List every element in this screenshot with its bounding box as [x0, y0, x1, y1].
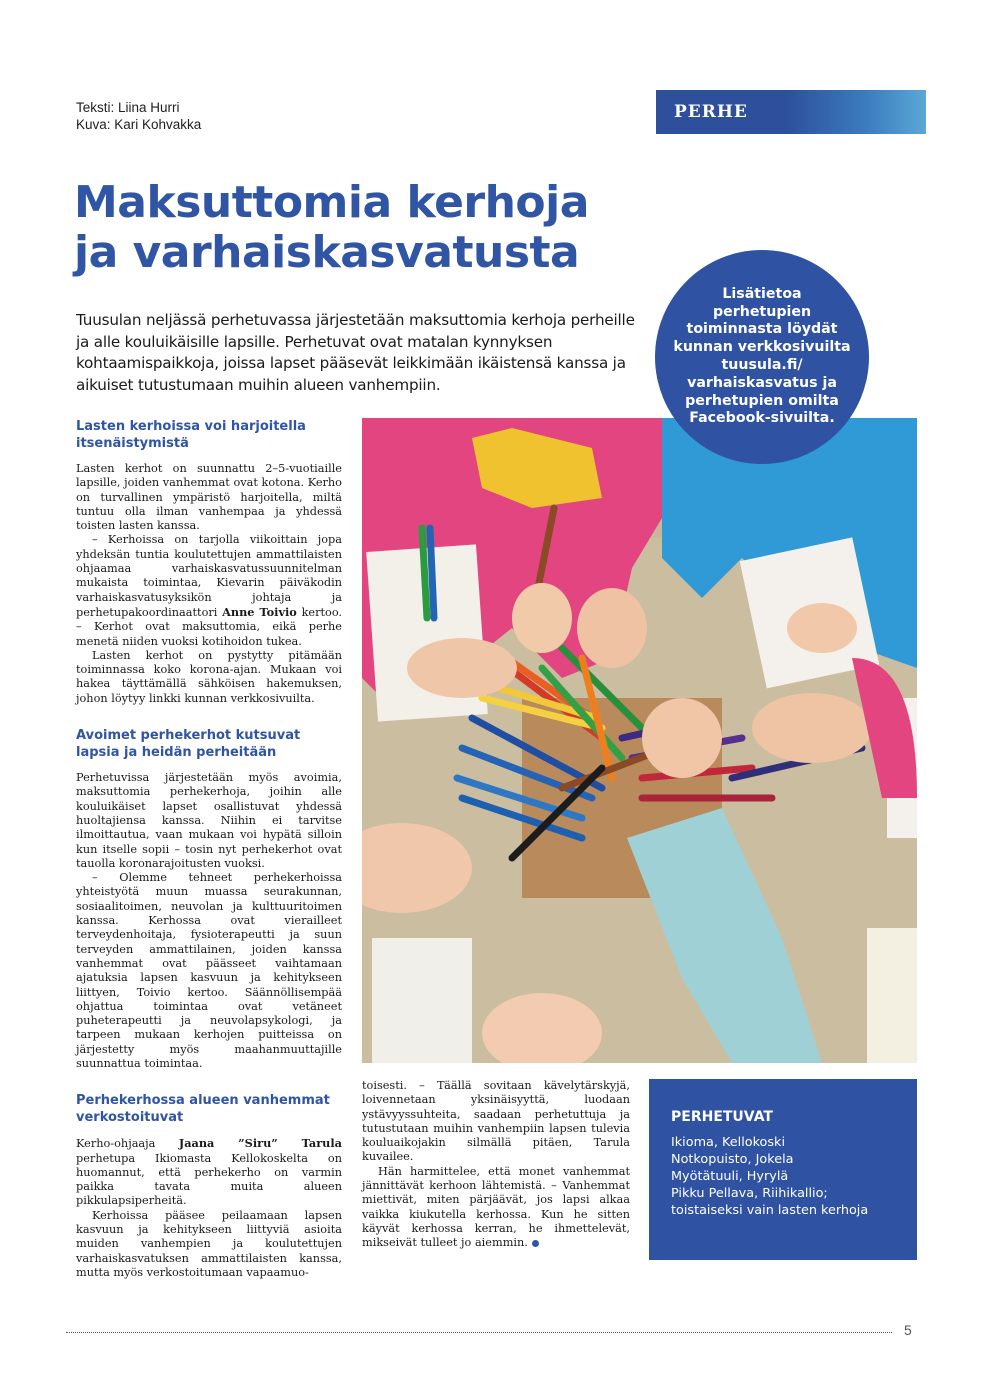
title-line-1: Maksuttomia kerhoja: [74, 177, 589, 228]
footer-divider: [66, 1332, 892, 1333]
text-span: perhetupa Ikiomasta Kellokoskelta on huomannut, että perhekerho on varmin paikka tavata muita alueen pikkulapsiperheitä.: [76, 1151, 342, 1208]
paragraph: [76, 1136, 342, 1208]
section-heading-3: Perhekerhossa alueen vanhemmat verkostoituvat: [76, 1093, 330, 1125]
article-column-2: [362, 1079, 630, 1251]
author-credit: Teksti: Liina Hurri: [76, 100, 180, 115]
lead-paragraph: Tuusulan neljässä perhetuvassa järjestetään maksuttomia kerhoja perheille ja alle kouluikäisille lapsille. Perhetuvat ovat matalan kynnyksen kohtaamispaikkoja, joissa lapset pääsevät leikkimään ikäistensä kanssa ja aikuiset tutustumaan muihin alueen vanhempiin.: [76, 311, 635, 394]
article-section-3: [76, 1093, 342, 1280]
paragraph-quote: [76, 533, 342, 648]
paragraph: Lasten kerhot on suunnattu 2–5-vuotiaille lapsille, joiden vanhemmat ovat kotona. Kerho on turvallinen ympäristö harjoitella, miltä tuntuu olla ilman vanhempaa ja yhdessä toisten lasten kanssa.: [76, 462, 342, 533]
section-banner: [656, 90, 926, 134]
infobox-title: PERHETUVAT: [671, 1109, 773, 1125]
text-span: – Kerhoissa on tarjolla viikoittain jopa yhdeksän tuntia koulutettujen ammattilaisten ohjaamaa varhaiskasvatussuunnitelman mukaista toimintaa, Kievarin päiväkodin varhaiskasvatusyksikön johtaja ja perhetupakoordinaattori: [76, 533, 342, 619]
callout-text: Lisätietoa perhetupien toiminnasta löydät kunnan verkkosivuilta tuusula.fi/ varhaiskasvatus ja perhetupien omilta Facebook-sivuilta.: [673, 285, 851, 427]
article-photo: [362, 418, 917, 1063]
title-line-2: ja varhaiskasvatusta: [74, 227, 580, 278]
article-column-1: [76, 419, 342, 1302]
person-name: Anne Toivio: [222, 604, 297, 619]
page-number: 5: [904, 1322, 912, 1338]
article-title: [74, 178, 589, 278]
photo-illustration: [362, 418, 917, 1063]
paragraph: Perhetuvissa järjestetään myös avoimia, maksuttomia perhekerhoja, joihin alle kouluikäiset lapset osallistuvat yhdessä huoltajiensa kanssa. Niihin ei tarvitse ilmoittautua, vaan mukaan voi hypätä silloin kun itselle sopii – tosin nyt perhekerhot ovat tauolla koronarajoitusten vuoksi.: [76, 771, 342, 870]
list-item: toistaiseksi vain lasten kerhoja: [671, 1203, 869, 1218]
article-section-2: [76, 728, 342, 1071]
perhetuvat-infobox: [649, 1079, 917, 1260]
list-item: Notkopuisto, Jokela: [671, 1152, 794, 1167]
section-heading-1: Lasten kerhoissa voi harjoitella itsenäistymistä: [76, 419, 306, 451]
section-heading-2: Avoimet perhekerhot kutsuvat lapsia ja heidän perheitään: [76, 728, 301, 760]
article-section-1: [76, 419, 342, 706]
paragraph: toisesti. – Täällä sovitaan kävelytärskyjä, loivennetaan yksinäisyyttä, luodaan ystävyyssuhteita, saadaan perhetuttuja ja tutustutaan muihin vanhempiin lapsen tulevia kouluaikojakin silmällä pitäen, Tarula kuvailee.: [362, 1079, 630, 1164]
person-name: Jaana ”Siru” Tarula: [178, 1136, 342, 1151]
list-item: Ikioma, Kellokoski: [671, 1135, 785, 1150]
text-span: kertoo. – Kerhot ovat maksuttomia, eikä perhe menetä niiden vuoksi kotihoidon tukea.: [76, 605, 343, 648]
location-list: [671, 1134, 868, 1219]
byline: [76, 99, 201, 133]
photographer-credit: Kuva: Kari Kohvakka: [76, 117, 202, 132]
info-callout-circle: [655, 250, 869, 464]
end-mark-icon: [532, 1240, 539, 1247]
paragraph: [362, 1165, 630, 1251]
paragraph: Lasten kerhot on pystytty pitämään toiminnassa koko korona-ajan. Mukaan voi hakea täyttämällä sähköisen hakemuksen, johon löytyy linkki kunnan verkkosivuilta.: [76, 648, 342, 705]
section-label: PERHE: [674, 102, 748, 122]
paragraph: – Olemme tehneet perhekerhoissa yhteistyötä muun muassa seurakunnan, sosiaalitoimen, neuvolan ja kulttuuritoimen kanssa. Kerhossa ovat vierailleet terveydenhoitaja, fysioterapeutti ja suun terveyden ammattilainen, joiden kanssa vanhemmat ovat päässeet vaihtamaan ajatuksia lapsen kasvuun ja kehitykseen liittyen, Toivio kertoo. Säännöllisempää ohjattua toimintaa ovat vetäneet puheterapeutti ja neuvolapsykologi, ja tarpeen mukaan kerhojen puitteissa on järjestetty myös maahanmuuttajille suunnattua toimintaa.: [76, 871, 342, 1070]
list-item: Pikku Pellava, Riihikallio;: [671, 1186, 828, 1201]
text-span: Kerho-ohjaaja: [76, 1137, 156, 1151]
text-span: Hän harmittelee, että monet vanhemmat jännittävät kerhoon lähtemistä. – Vanhemmat miettivät, miten pärjäävät, jos lapsi alkaa vaikka kiukutella kerhossa. Kun he sitten käyvät kerhossa kerran, he ihmettelevät, mikseivät tulleet jo aiemmin.: [362, 1164, 630, 1250]
paragraph: Kerhoissa pääsee peilaamaan lapsen kasvuun ja kehitykseen liittyviä asioita muiden vanhempien ja koulutettujen varhaiskasvatuksen ammattilaisten kanssa, mutta myös verkostoitumaan vapaamuo-: [76, 1208, 342, 1279]
list-item: Myötätuuli, Hyrylä: [671, 1169, 789, 1184]
